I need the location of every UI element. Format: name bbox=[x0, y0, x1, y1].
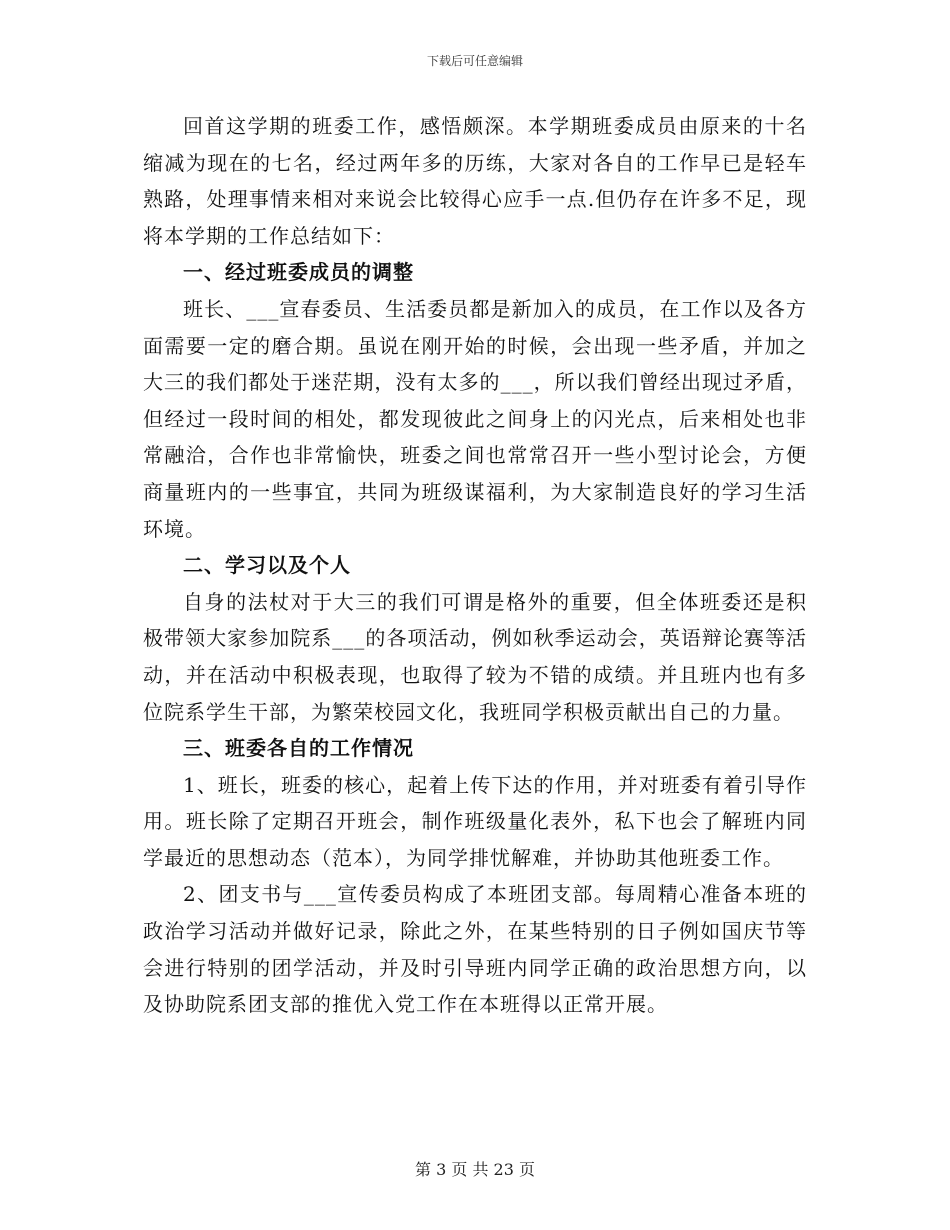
page-header: 下载后可任意编辑 bbox=[426, 54, 523, 68]
section-1-heading: 一、经过班委成员的调整 bbox=[183, 260, 414, 285]
section-3-heading: 三、班委各自的工作情况 bbox=[183, 736, 414, 761]
section-2-paragraph: 自身的法杖对于大三的我们可谓是格外的重要，但全体班委还是积极带领大家参加院系___的各项活动，例如秋季运动会，英语辩论赛等活动，并在活动中积极表现，也取得了较为不错的成绩。并且班内也有多位院系学生干部，为繁荣校园文化，我班同学积极贡献出自己的力量。 bbox=[143, 589, 807, 724]
page-number: 第 3 页 共 23 页 bbox=[415, 1160, 535, 1179]
section-3-item-1: 1、班长，班委的核心，起着上传下达的作用，并对班委有着引导作用。班长除了定期召开班会，制作班级量化表外，私下也会了解班内同学最近的思想动态（范本），为同学排忧解难，并协助其他班委工作。 bbox=[143, 772, 807, 870]
section-2-heading: 二、学习以及个人 bbox=[183, 553, 351, 578]
document-body bbox=[143, 108, 807, 1023]
section-3-item-2: 2、团支书与___宣传委员构成了本班团支部。每周精心准备本班的政治学习活动并做好记录，除此之外，在某些特别的日子例如国庆节等会进行特别的团学活动，并及时引导班内同学正确的政治思想方向，以及协助院系团支部的推优入党工作在本班得以正常开展。 bbox=[143, 882, 807, 1017]
section-1-paragraph: 班长、___宣春委员、生活委员都是新加入的成员，在工作以及各方面需要一定的磨合期。虽说在刚开始的时候，会出现一些矛盾，并加之大三的我们都处于迷茫期，没有太多的___，所以我们曾经出现过矛盾，但经过一段时间的相处，都发现彼此之间身上的闪光点，后来相处也非常融洽，合作也非常愉快，班委之间也常常召开一些小型讨论会，方便商量班内的一些事宜，共同为班级谋福利，为大家制造良好的学习生活环境。 bbox=[143, 296, 807, 541]
intro-paragraph: 回首这学期的班委工作，感悟颇深。本学期班委成员由原来的十名缩减为现在的七名，经过两年多的历练，大家对各自的工作早已是轻车熟路，处理事情来相对来说会比较得心应手一点.但仍存在许多不足，现将本学期的工作总结如下： bbox=[143, 114, 807, 248]
